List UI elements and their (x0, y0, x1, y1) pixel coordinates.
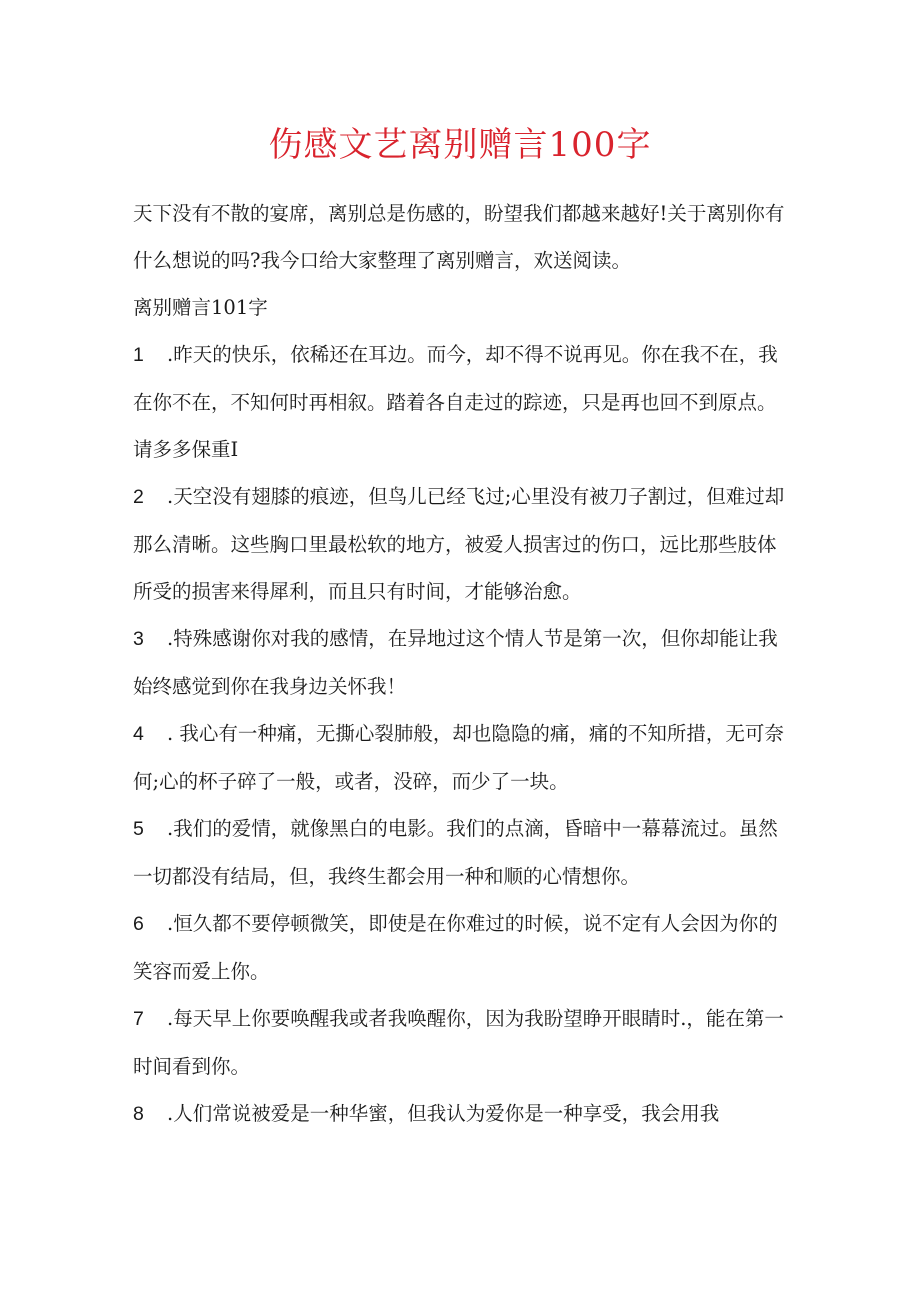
list-item (133, 900, 793, 995)
item-text: .人们常说被爱是一种华蜜，但我认为爱你是一种享受，我会用我 (167, 1102, 720, 1125)
list-item (133, 1090, 793, 1138)
list-item (133, 473, 793, 615)
item-number: 8 (133, 1103, 144, 1125)
item-number: 5 (133, 818, 144, 840)
item-number: 7 (133, 1008, 144, 1030)
item-text: . 我心有一种痛，无撕心裂肺般，却也隐隐的痛，痛的不知所措，无可奈何;心的杯子碎了一般，或者，没碎，而少了一块。 (133, 722, 784, 793)
item-text: .恒久都不要停顿微笑，即使是在你难过的时候，说不定有人会因为你的笑容而爱上你。 (133, 912, 778, 983)
item-number: 2 (133, 486, 144, 508)
intro-paragraph: 天下没有不散的宴席，离别总是伤感的，盼望我们都越来越好!关于离别你有什么想说的吗?我今口给大家整理了离别赠言，欢送阅读。 (133, 202, 785, 272)
item-text: .我们的爱情，就像黑白的电影。我们的点滴，昏暗中一幕幕流过。虽然一切都没有结局，但，我终生都会用一种和顺的心情想你。 (133, 817, 778, 888)
item-number: 4 (133, 723, 144, 745)
list-item (133, 615, 793, 710)
list-item (133, 331, 793, 473)
item-number: 3 (133, 628, 144, 650)
item-number: 6 (133, 913, 144, 935)
document-body (133, 190, 793, 1138)
item-text: .昨天的快乐，依稀还在耳边。而今，却不得不说再见。你在我不在，我在你不在，不知何时再相叙。踏着各自走过的踪迹，只是再也回不到原点。请多多保重I (133, 343, 778, 461)
item-text: .每天早上你要唤醒我或者我唤醒你，因为我盼望睁开眼睛时.，能在第一时间看到你。 (133, 1007, 784, 1078)
section-subheading: 离别赠言101字 (133, 296, 268, 319)
page-title: 伤感文艺离别赠言100字 (268, 125, 652, 165)
item-number: 1 (133, 344, 144, 366)
list-item (133, 995, 793, 1090)
list-item (133, 710, 793, 805)
item-text: .特殊感谢你对我的感情，在异地过这个情人节是第一次，但你却能让我始终感觉到你在我身边关怀我！ (133, 627, 778, 698)
list-item (133, 805, 793, 900)
item-text: .天空没有翅膝的痕迹，但鸟儿已经飞过;心里没有被刀子割过，但难过却那么清晰。这些胸口里最松软的地方，被爱人损害过的伤口，远比那些肢体所受的损害来得犀利，而且只有时间，才能够治愈。 (133, 485, 785, 603)
